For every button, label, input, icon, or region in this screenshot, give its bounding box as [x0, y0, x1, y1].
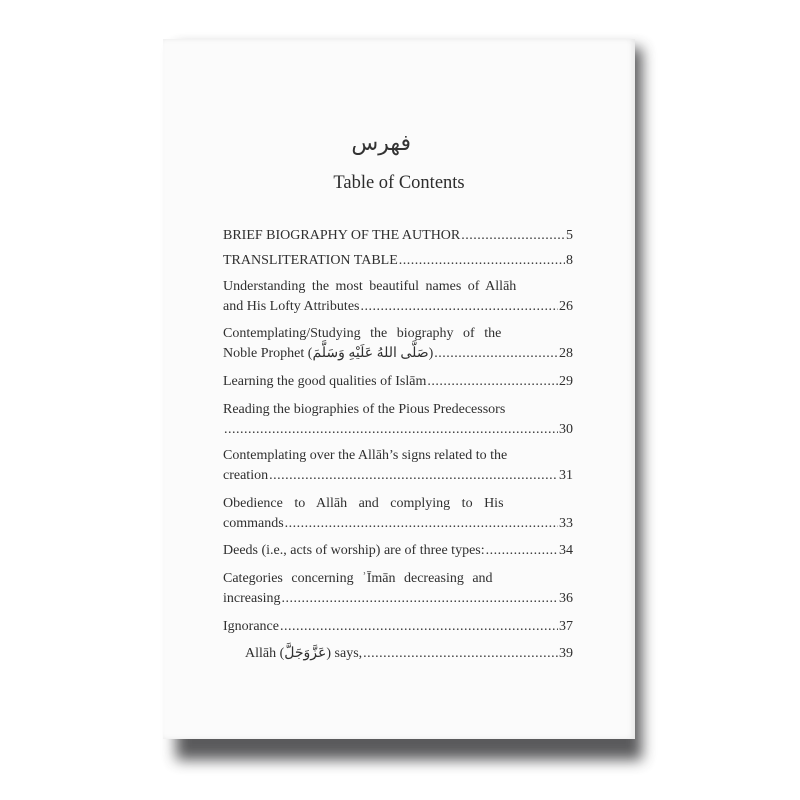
arabic-heading-emblem: فهرس [351, 131, 411, 156]
toc-page-number: 26 [559, 299, 573, 314]
toc-page-number: 37 [559, 619, 573, 634]
toc-entry-title-line1: Obedience to Allāh and complying to His [223, 496, 504, 511]
dot-leader [434, 344, 558, 364]
toc-entry-transliteration[interactable] [223, 251, 573, 271]
dot-leader [269, 466, 558, 486]
dot-leader [486, 541, 558, 561]
toc-page-number: 8 [566, 253, 573, 268]
dot-leader [461, 226, 565, 246]
toc-entry-pious-predecessors[interactable] [223, 400, 573, 440]
dot-leader [399, 251, 565, 271]
toc-page-number: 33 [559, 516, 573, 531]
toc-page-number: 39 [559, 646, 573, 661]
toc-entry-ignorance[interactable] [223, 617, 573, 637]
page-title: Table of Contents [333, 173, 465, 193]
toc-entry-biography[interactable] [223, 226, 573, 246]
toc-entry-title-line1: Contemplating over the Allāh’s signs related to the [223, 448, 508, 463]
toc-entry-title-line1: Reading the biographies of the Pious Predecessors [223, 402, 506, 417]
toc-entry-allah-says[interactable] [245, 644, 573, 664]
dot-leader [224, 420, 558, 440]
toc-page-number: 34 [559, 543, 573, 558]
toc-page-number: 28 [559, 346, 573, 361]
toc-entry-title: Deeds (i.e., acts of worship) are of three types: [223, 543, 485, 558]
toc-entry-title: Learning the good qualities of Islām [223, 374, 427, 389]
dot-leader [427, 372, 558, 392]
dot-leader [363, 644, 558, 664]
book-page [163, 39, 635, 739]
toc-page-number: 31 [559, 468, 573, 483]
toc-entry-title-line2: commands [223, 516, 284, 531]
toc-entry-title-line2: increasing [223, 591, 281, 606]
toc-page-number: 5 [566, 228, 573, 243]
dot-leader [280, 617, 558, 637]
toc-entry-allahs-signs[interactable] [223, 446, 573, 486]
dot-leader [282, 589, 558, 609]
toc-entry-title-line1: Contemplating/Studying the biography of the [223, 326, 502, 341]
toc-entry-title: Allāh (عَزَّوَجَلَّ) says, [245, 646, 363, 661]
toc-entry-obedience[interactable] [223, 494, 573, 534]
toc-entry-qualities-of-islam[interactable] [223, 372, 573, 392]
toc-entry-title-line1: Understanding the most beautiful names of Allāh [223, 279, 517, 294]
toc-entry-title: TRANSLITERATION TABLE [223, 253, 398, 268]
toc-entry-iman-categories[interactable] [223, 569, 573, 609]
toc-entry-names-of-allah[interactable] [223, 277, 573, 317]
toc-entry-title-line2: and His Lofty Attributes [223, 299, 360, 314]
toc-entry-title-line2: Noble Prophet (صَلَّى اللهُ عَلَيْهِ وَسَلَّمَ) [223, 346, 434, 361]
toc-entry-title-line2: creation [223, 468, 269, 483]
toc-entry-title: BRIEF BIOGRAPHY OF THE AUTHOR [223, 228, 461, 243]
toc-entry-biography-of-prophet[interactable] [223, 324, 573, 364]
toc-entry-title: Ignorance [223, 619, 279, 634]
dot-leader [285, 514, 558, 534]
dot-leader [361, 297, 559, 317]
toc-entry-title-line1: Categories concerning ʾĪmān decreasing and [223, 571, 493, 586]
toc-page-number: 36 [559, 591, 573, 606]
toc-page-number: 29 [559, 374, 573, 389]
toc-entry-deeds[interactable] [223, 541, 573, 561]
toc-page-number: 30 [559, 422, 573, 437]
